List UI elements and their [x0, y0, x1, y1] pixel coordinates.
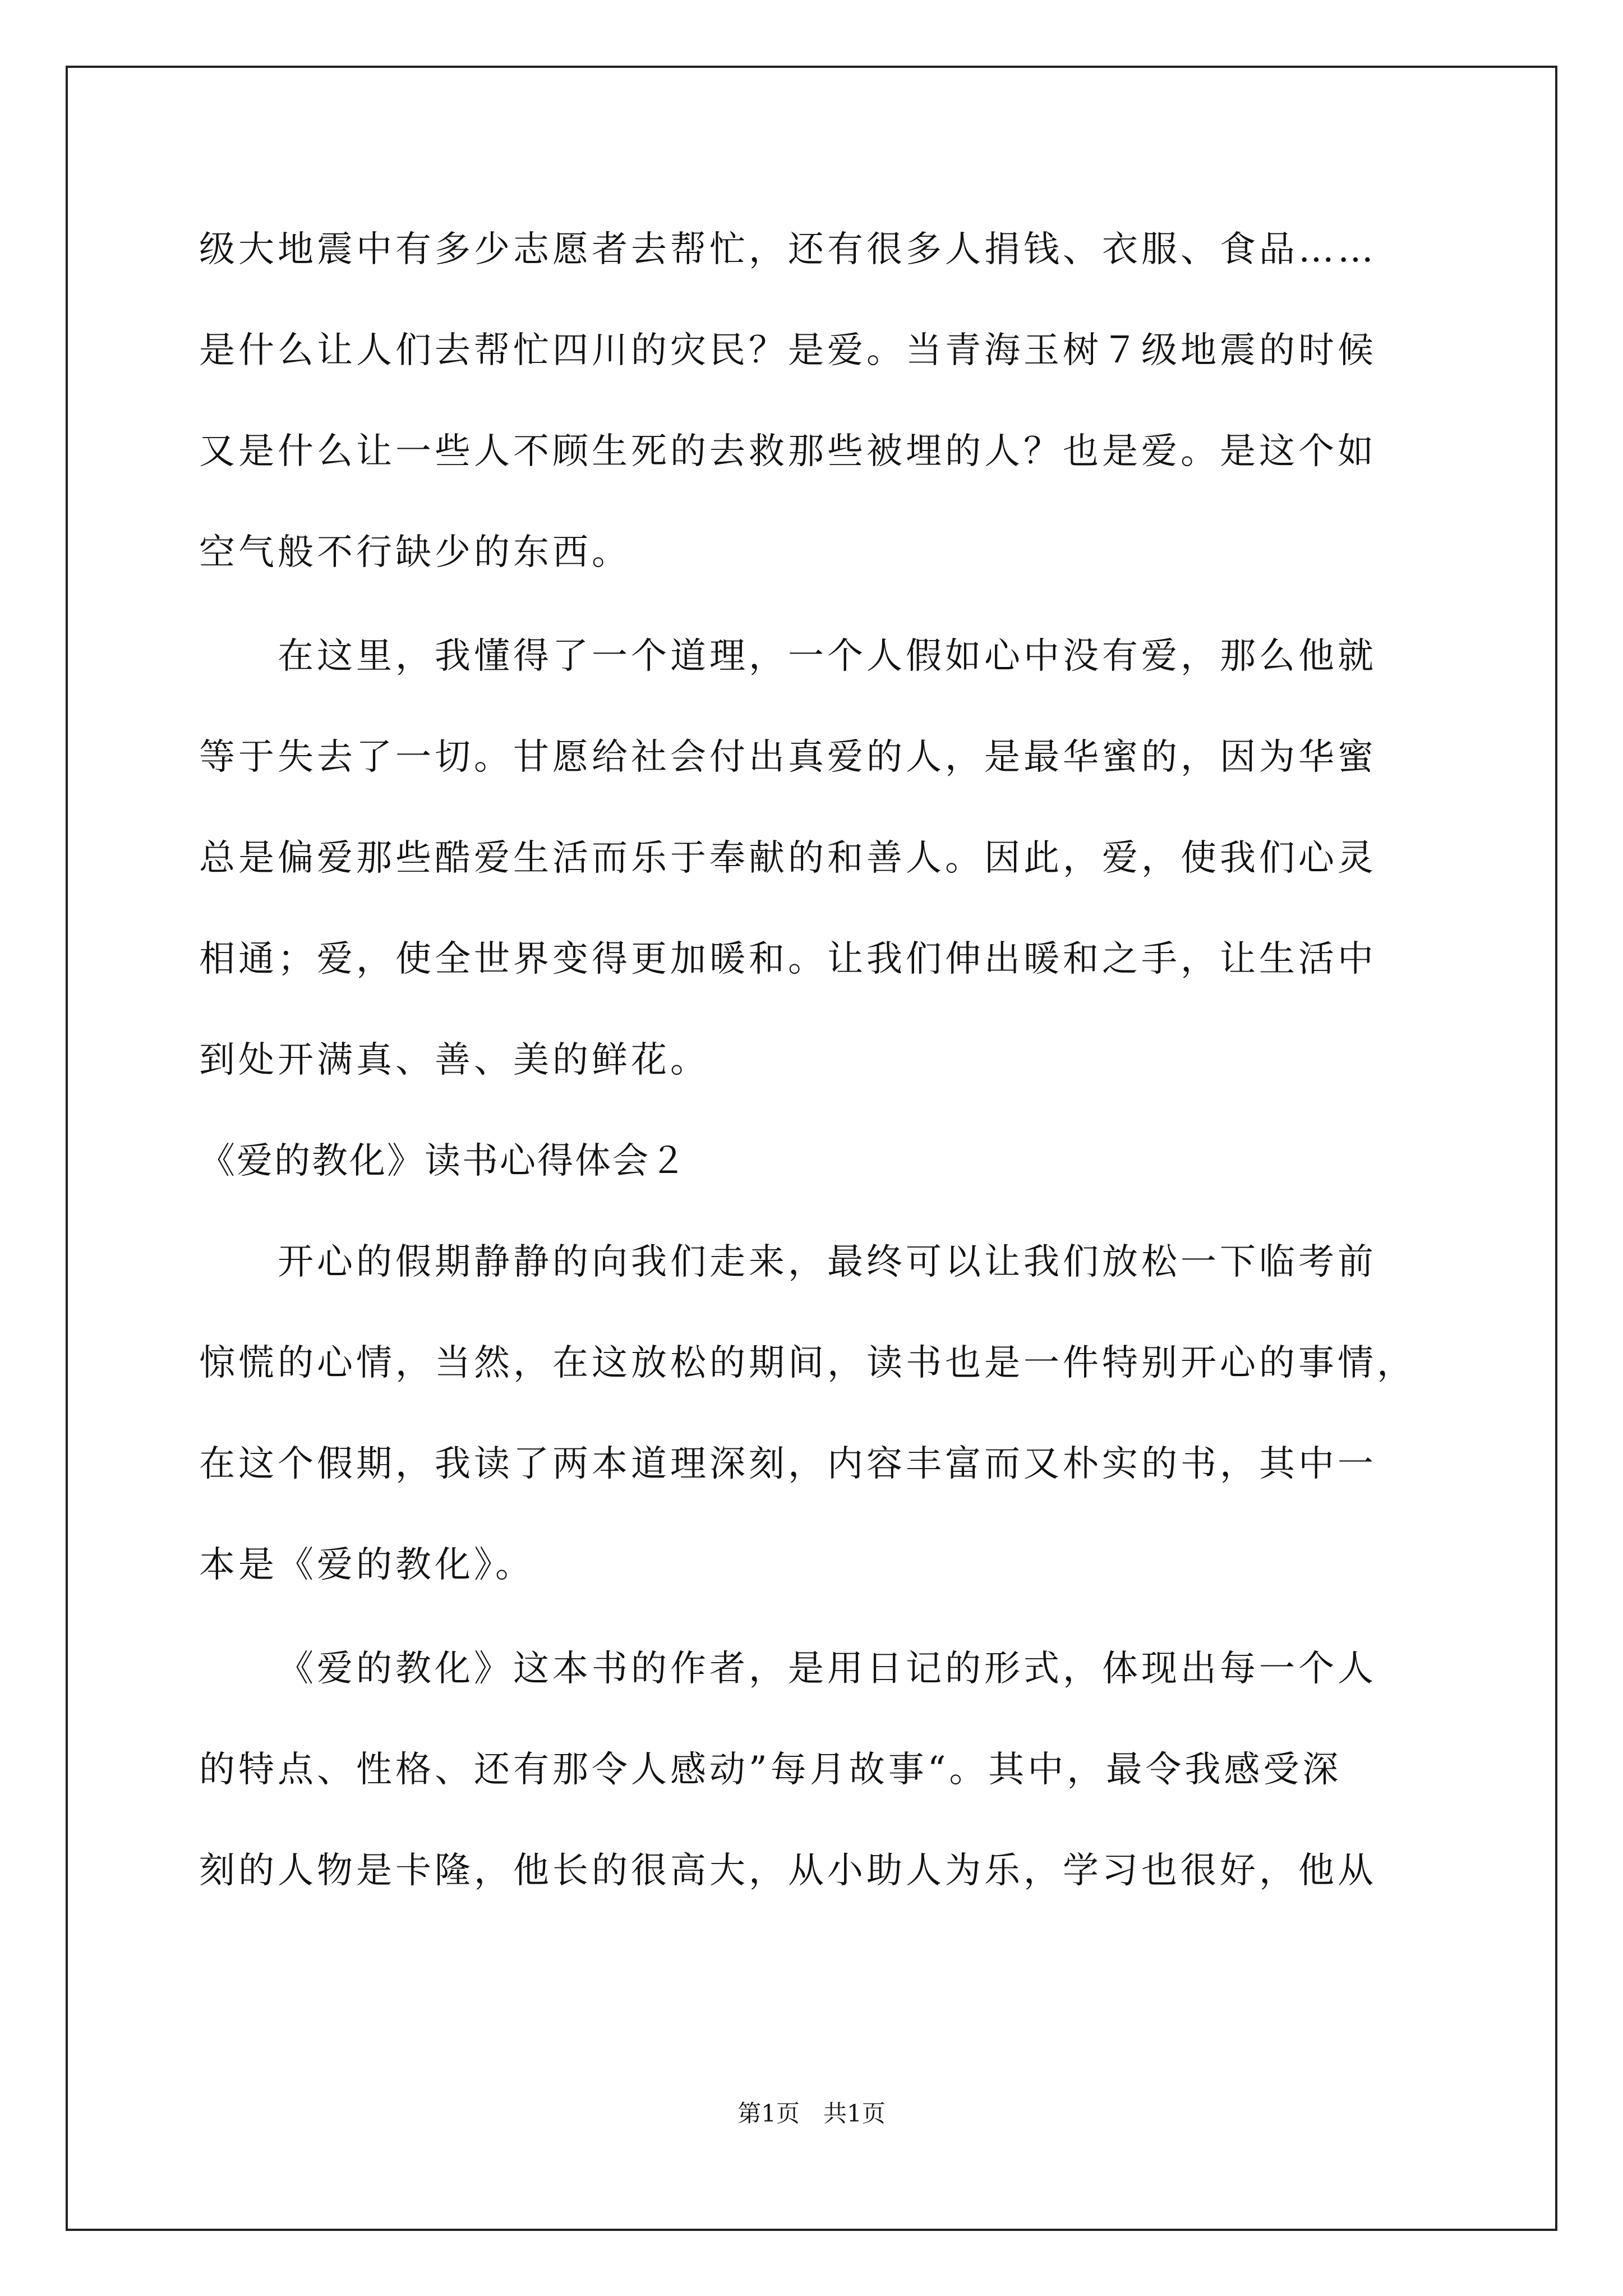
section-heading: 《爱的教化》读书心得体会２	[199, 1140, 688, 1182]
page-number-footer: 第1页 共1页	[737, 2100, 886, 2127]
text-line: 又是什么让一些人不顾生死的去救那些被埋的人？也是爱。是这个如	[199, 431, 1377, 472]
text-line: 本是《爱的教化》。	[199, 1544, 534, 1586]
text-line: 总是偏爱那些酷爱生活而乐于奉献的和善人。因此，爱，使我们心灵	[199, 838, 1377, 879]
text-line: 空气般不行缺少的东西。	[199, 532, 631, 573]
text-line: 是什么让人们去帮忙四川的灾民？是爱。当青海玉树７级地震的时候	[199, 330, 1377, 371]
text-line: 惊慌的心情，当然，在这放松的期间，读书也是一件特别开心的事情，	[199, 1342, 1416, 1384]
paragraph-start-line: 在这里，我懂得了一个道理，一个人假如心中没有爱，那么他就	[278, 636, 1377, 677]
text-line: 等于失去了一切。甘愿给社会付出真爱的人，是最华蜜的，因为华蜜	[199, 737, 1377, 778]
text-line: 刻的人物是卡隆，他长的很高大，从小助人为乐，学习也很好，他从	[199, 1850, 1377, 1892]
text-line: 的特点、性格、还有那令人感动”每月故事“。其中，最令我感受深	[199, 1749, 1342, 1791]
paragraph-start-line: 开心的假期静静的向我们走来，最终可以让我们放松一下临考前	[278, 1241, 1377, 1283]
text-line: 在这个假期，我读了两本道理深刻，内容丰富而又朴实的书，其中一	[199, 1443, 1377, 1485]
text-line: 级大地震中有多少志愿者去帮忙，还有很多人捐钱、衣服、食品……	[199, 229, 1377, 270]
paragraph-start-line: 《爱的教化》这本书的作者，是用日记的形式，体现出每一个人	[278, 1648, 1377, 1690]
text-line: 相通；爱，使全世界变得更加暖和。让我们伸出暖和之手，让生活中	[199, 938, 1377, 980]
text-line: 到处开满真、善、美的鲜花。	[199, 1039, 709, 1081]
